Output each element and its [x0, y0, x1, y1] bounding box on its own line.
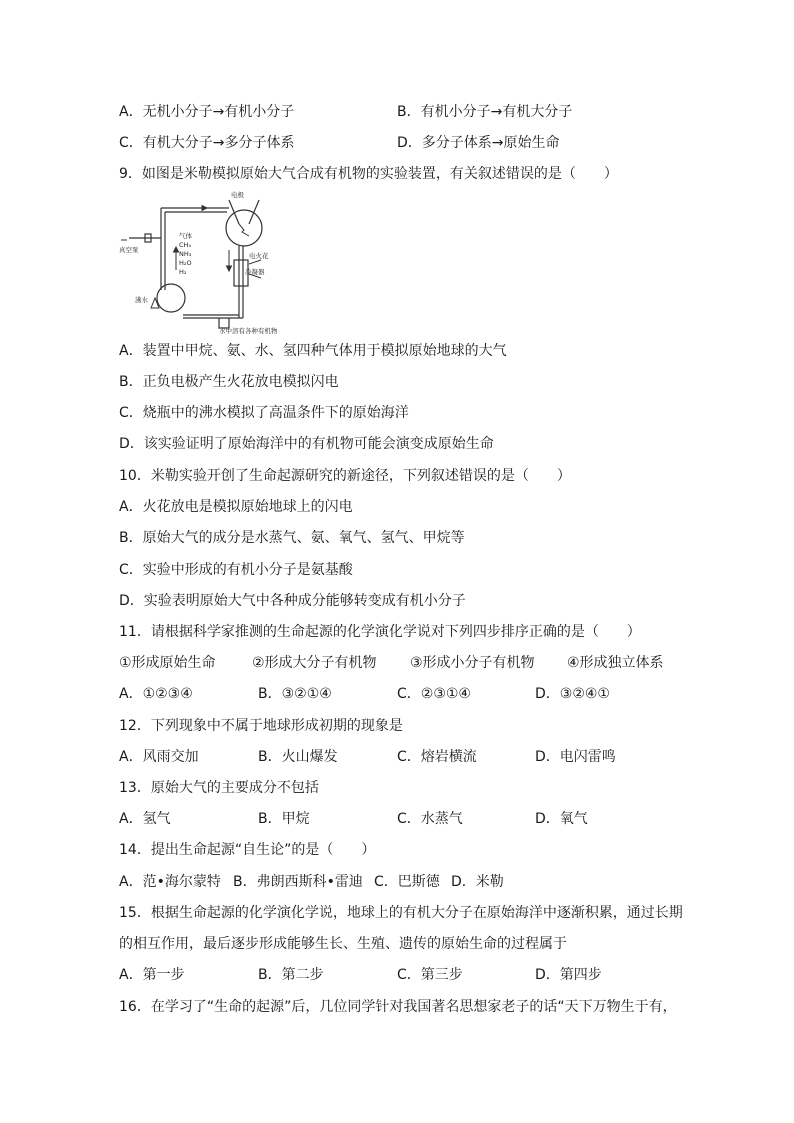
q12-option-d: D．电闪雷鸣: [535, 749, 616, 765]
label-water-organics: 水中溶有各种有机物: [219, 327, 278, 335]
q10-option-a: A．火花放电是模拟原始地球上的闪电: [119, 499, 353, 515]
label-boiling-water: 沸水: [135, 296, 148, 304]
q10-option-b: B．原始大气的成分是水蒸气、氨、氧气、氢气、甲烷等: [119, 530, 465, 546]
label-vacuum-pump: 真空泵: [119, 246, 139, 254]
q11-stem: 11．请根据科学家推测的生命起源的化学演化学说对下列四步排序正确的是（ ）: [119, 624, 641, 640]
q12-option-a: A．风雨交加: [119, 749, 199, 765]
q15-option-b: B．第二步: [258, 967, 324, 983]
q10-option-d: D．实验表明原始大气中各种成分能够转变成有机小分子: [119, 593, 466, 609]
q16-stem: 16．在学习了“生命的起源”后，几位同学针对我国著名思想家老子的话“天下万物生于有，: [119, 999, 677, 1015]
q14-option-d: D．米勒: [451, 874, 504, 890]
q10-option-c: C．实验中形成的有机小分子是氨基酸: [119, 562, 353, 578]
q15-option-d: D．第四步: [535, 967, 602, 983]
q11-step-4: ④形成独立体系: [567, 655, 664, 671]
q8-option-c: C．有机大分子→多分子体系: [119, 135, 295, 151]
q11-option-d: D．③②④①: [535, 686, 610, 702]
label-ch4: CH₄: [179, 241, 192, 249]
label-h2o: H₂O: [179, 259, 192, 267]
q15-stem-line2: 的相互作用，最后逐步形成能够生长、生殖、遗传的原始生命的过程属于: [119, 936, 567, 952]
label-spark: 电火花: [249, 252, 269, 260]
q11-option-a: A．①②③④: [119, 686, 193, 702]
q11-option-b: B．③②①④: [258, 686, 332, 702]
q13-option-d: D．氧气: [535, 811, 588, 827]
q14-option-b: B．弗朗西斯科•雷迪: [233, 874, 363, 890]
q14-option-c: C．巴斯德: [374, 874, 440, 890]
q9-option-a: A．装置中甲烷、氨、水、氢四种气体用于模拟原始地球的大气: [119, 343, 507, 359]
q15-option-a: A．第一步: [119, 967, 185, 983]
q13-option-b: B．甲烷: [258, 811, 310, 827]
q13-option-a: A．氢气: [119, 811, 171, 827]
q8-option-a: A．无机小分子→有机小分子: [119, 104, 295, 120]
q8-option-b: B．有机小分子→有机大分子: [397, 104, 573, 120]
q15-option-c: C．第三步: [397, 967, 463, 983]
q8-option-d: D．多分子体系→原始生命: [397, 135, 560, 151]
q11-step-2: ②形成大分子有机物: [252, 655, 377, 671]
q13-stem: 13．原始大气的主要成分不包括: [119, 780, 319, 796]
label-h2: H₂: [179, 268, 187, 276]
q9-option-c: C．烧瓶中的沸水模拟了高温条件下的原始海洋: [119, 405, 409, 421]
label-gas: 气体: [179, 232, 192, 240]
q11-option-c: C．②③①④: [397, 686, 471, 702]
label-electrode: 电极: [231, 191, 244, 199]
q11-step-1: ①形成原始生命: [119, 655, 216, 671]
q9-stem: 9．如图是米勒模拟原始大气合成有机物的实验装置，有关叙述错误的是（ ）: [119, 166, 618, 182]
label-nh3: NH₃: [179, 250, 192, 258]
q11-step-3: ③形成小分子有机物: [410, 655, 535, 671]
q12-option-b: B．火山爆发: [258, 749, 338, 765]
q9-option-b: B．正负电极产生火花放电模拟闪电: [119, 374, 339, 390]
q9-option-d: D．该实验证明了原始海洋中的有机物可能会演变成原始生命: [119, 436, 494, 452]
label-condenser: 冷凝器: [245, 268, 265, 276]
q12-stem: 12．下列现象中不属于地球形成初期的现象是: [119, 718, 403, 734]
q12-option-c: C．熔岩横流: [397, 749, 477, 765]
q13-option-c: C．水蒸气: [397, 811, 463, 827]
q15-stem-line1: 15．根据生命起源的化学演化学说，地球上的有机大分子在原始海洋中逐渐积累，通过长期: [119, 905, 683, 921]
q10-stem: 10．米勒实验开创了生命起源研究的新途径，下列叙述错误的是（ ）: [119, 468, 571, 484]
q14-option-a: A．范•海尔蒙特: [119, 874, 221, 890]
miller-apparatus-diagram: [119, 190, 289, 335]
q14-stem: 14．提出生命起源“自生论”的是（ ）: [119, 842, 376, 858]
